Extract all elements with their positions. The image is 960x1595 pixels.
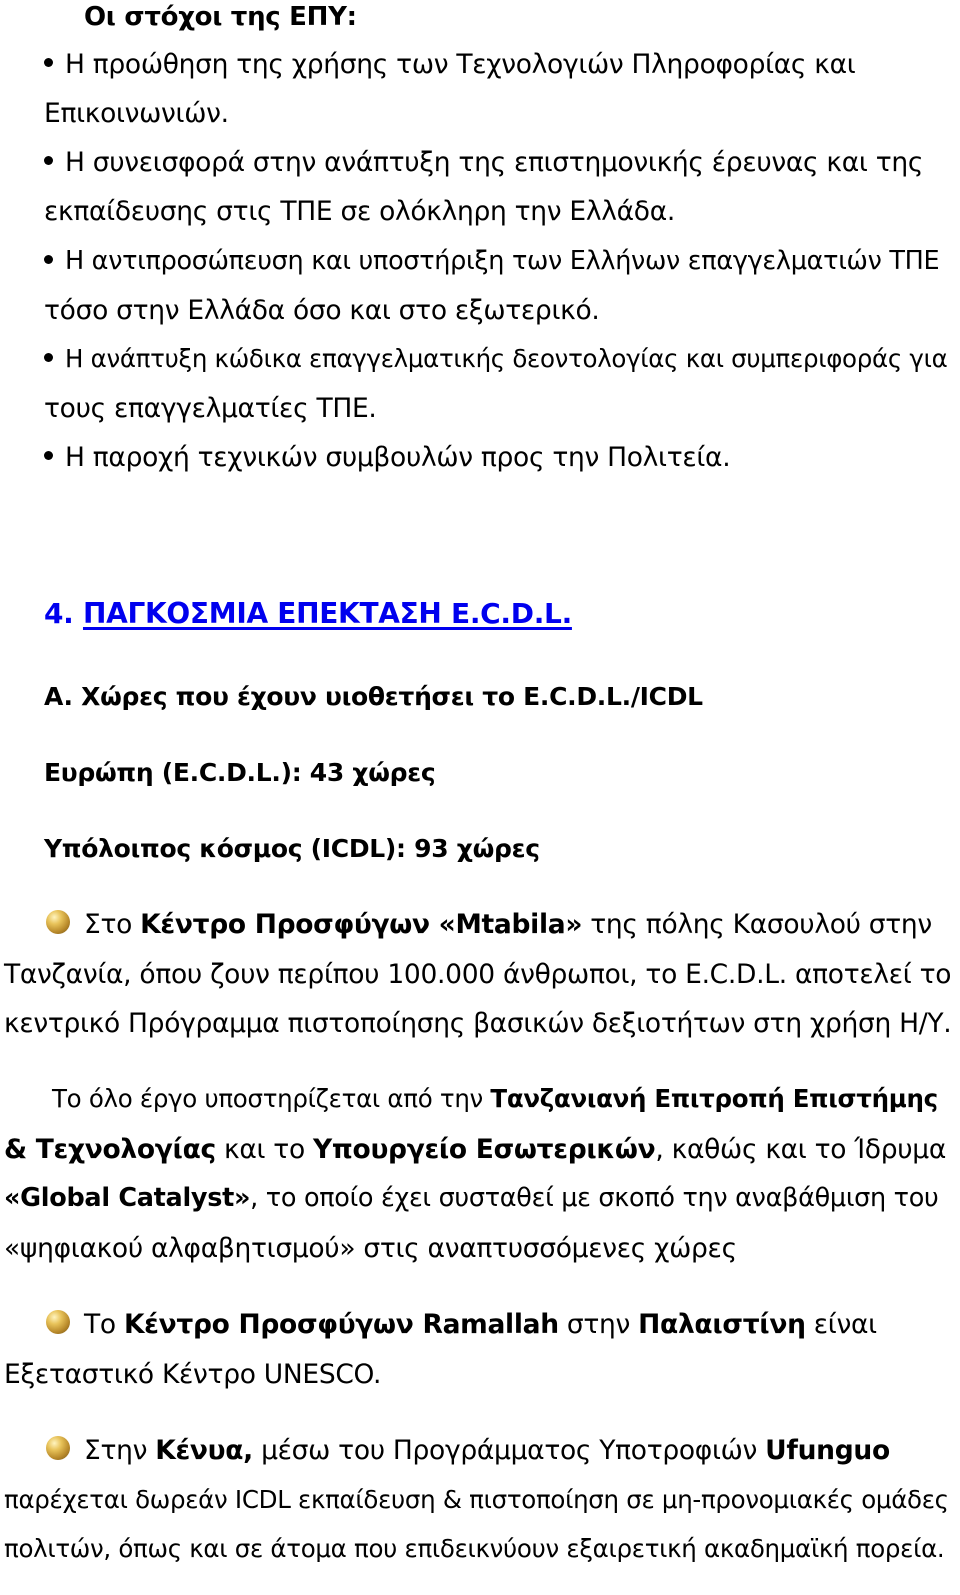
goal-item-4-cont: τους επαγγελματίες ΤΠΕ. <box>44 393 377 424</box>
goal-item-4: Η ανάπτυξη κώδικα επαγγελματικής δεοντολογίας και συμπεριφοράς για <box>44 347 947 372</box>
support-line-4: «ψηφιακού αλφαβητισμού» στις αναπτυσσόμενες χώρες <box>4 1233 737 1264</box>
bullet-icon <box>44 58 53 67</box>
goal-item-3-cont: τόσο στην Ελλάδα όσο και στο εξωτερικό. <box>44 295 600 326</box>
gold-bullet-icon <box>46 910 70 934</box>
kenya-line-3: πολιτών, όπως και σε άτομα που επιδεικνύουν εξαιρετική ακαδημαϊκή πορεία. <box>4 1534 945 1563</box>
bullet-icon <box>44 156 53 165</box>
mtabila-line-3: κεντρικό Πρόγραμμα πιστοποίησης βασικών δεξιοτήτων στη χρήση Η/Υ. <box>4 1008 952 1039</box>
goal-item-3: Η αντιπροσώπευση και υποστήριξη των Ελλήνων επαγγελματιών ΤΠΕ <box>44 249 939 275</box>
kenya-line-1: Στην Κένυα, μέσω του Προγράμματος Υποτροφιών Ufunguo <box>84 1435 890 1466</box>
mtabila-line-1: Στο Κέντρο Προσφύγων «Mtabila» της πόλης Κασουλού στην <box>84 909 932 940</box>
gold-bullet-icon <box>46 1436 70 1460</box>
goal-item-5: Η παροχή τεχνικών συμβουλών προς την Πολιτεία. <box>44 445 730 472</box>
europe-count: Ευρώπη (E.C.D.L.): 43 χώρες <box>44 758 436 787</box>
section-4-link[interactable]: ΠΑΓΚΟΣΜΙΑ ΕΠΕΚΤΑΣΗ E.C.D.L. <box>82 597 572 630</box>
support-line-3: «Global Catalyst», το οποίο έχει συσταθεί με σκοπό την αναβάθμιση του <box>4 1183 939 1213</box>
kenya-line-2: παρέχεται δωρεάν ICDL εκπαίδευση & πιστοποίηση σε μη-προνομιακές ομάδες <box>4 1485 949 1514</box>
support-line-1: Το όλο έργο υποστηρίζεται από την Τανζανιανή Επιτροπή Επιστήμης <box>52 1084 938 1113</box>
section-4-heading[interactable] <box>44 597 572 630</box>
gold-bullet-icon <box>46 1310 70 1334</box>
bullet-icon <box>44 255 53 264</box>
goal-item-2: Η συνεισφορά στην ανάπτυξη της επιστημονικής έρευνας και της <box>44 150 923 177</box>
ramallah-line-2: Εξεταστικό Κέντρο UNESCO. <box>4 1359 382 1390</box>
support-line-2: & Τεχνολογίας και το Υπουργείο Εσωτερικών, καθώς και το Ίδρυμα <box>4 1134 947 1165</box>
goal-item-1: Η προώθηση της χρήσης των Τεχνολογιών Πληροφορίας και <box>44 52 855 79</box>
ramallah-line-1: Το Κέντρο Προσφύγων Ramallah στην Παλαιστίνη είναι <box>84 1309 877 1340</box>
goal-item-1-cont: Επικοινωνιών. <box>44 98 229 129</box>
goals-heading: Οι στόχοι της ΕΠΥ: <box>84 2 357 32</box>
subsection-a-heading: A. Χώρες που έχουν υιοθετήσει το E.C.D.L./ICDL <box>44 682 703 711</box>
bullet-icon <box>44 353 53 362</box>
bullet-icon <box>44 451 53 460</box>
rest-of-world-count: Υπόλοιπος κόσμος (ICDL): 93 χώρες <box>44 834 540 863</box>
section-4-number: 4. <box>44 597 74 630</box>
mtabila-line-2: Τανζανία, όπου ζουν περίπου 100.000 άνθρωποι, το E.C.D.L. αποτελεί το <box>4 959 952 990</box>
goal-item-2-cont: εκπαίδευσης στις ΤΠΕ σε ολόκληρη την Ελλάδα. <box>44 196 675 227</box>
